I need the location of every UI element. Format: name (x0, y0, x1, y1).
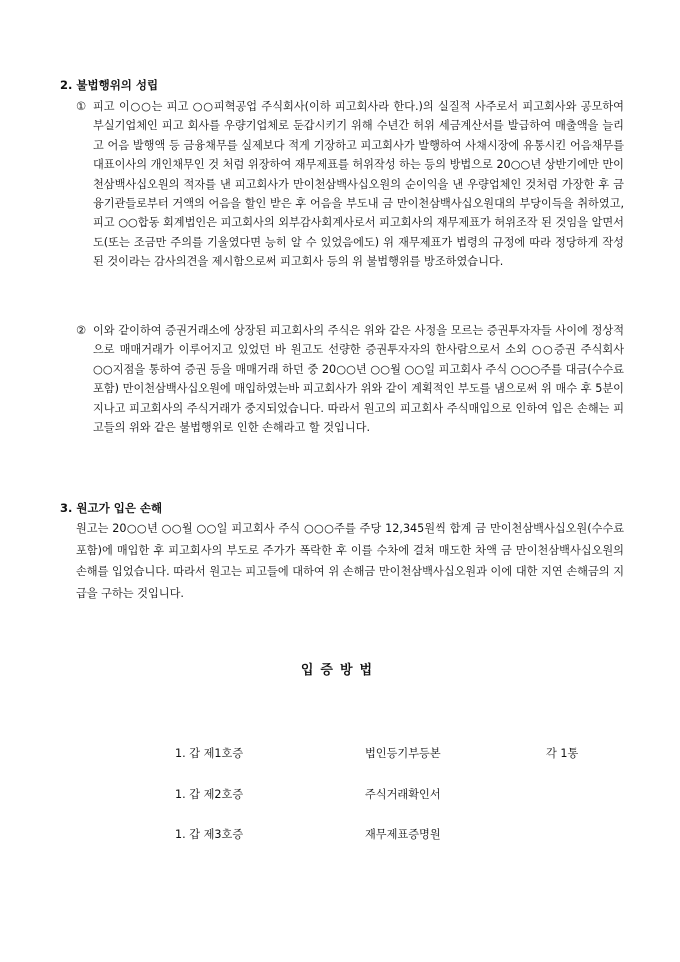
list-item-2 (76, 321, 624, 437)
evidence-row (0, 745, 680, 765)
evidence-document: 재무제표증명원 (365, 828, 441, 841)
evidence-number: 1. 갑 제2호증 (175, 788, 244, 801)
item-marker-2: ② (76, 324, 87, 337)
evidence-row (0, 826, 680, 846)
item-marker-1: ① (76, 100, 87, 113)
evidence-number: 1. 갑 제1호증 (175, 747, 244, 760)
evidence-document: 주식거래확인서 (365, 788, 441, 801)
list-item-1 (76, 97, 624, 272)
evidence-quantity: 각 1통 (546, 747, 579, 760)
item-text-2: 이와 같이하여 증권거래소에 상장된 피고회사의 주식은 위와 같은 사정을 모르는 증권투자자들 사이에 정상적으로 매매거래가 이루어지고 있었던 바 원고도 선량한 증권투자자의 한사람으로서 소외 ○○증권 주식회사 ○○지점을 통하여 증권 등을 매매거래 하던 중 20○○년 ○○월 ○○일 피고회사 주식 ○○○주를 대금(수수료 포함) 만이천삼백사십오원에 매입하였는바 피고회사가 위와 같이 계획적인 부도를 냄으로써 위 매수 후 5분이 지나고 피고회사의 주식거래가 중지되었습니다. 따라서 원고의 피고회사 주식매입으로 인하여 입은 손해는 피고들의 위와 같은 불법행위로 인한 손해라고 할 것입니다. (93, 324, 624, 435)
evidence-heading: 입증방법 (300, 663, 380, 678)
section-2-title: 2. 불법행위의 성립 (60, 78, 159, 92)
evidence-document: 법인등기부등본 (365, 747, 441, 760)
item-text-1: 피고 이○○는 피고 ○○피혁공업 주식회사(이하 피고회사라 한다.)의 실질적 사주로서 피고회사와 공모하여 부실기업체인 피고 회사를 우량기업체로 둔갑시키기 위해 수년간 허위 세금계산서를 발급하여 매출액을 늘리고 어음 발행액 등 금융채무를 실제보다 적게 기장하고 피고회사가 발행하여 사채시장에 유통시킨 어음채무를 대표이사의 개인채무인 것 처럼 위장하여 재무제표를 허위작성 하는 등의 방법으로 20○○년 상반기에만 만이천삼백사십오원의 적자를 낸 피고회사가 만이천삼백사십오원의 순이익을 낸 우량업체인 것처럼 가장한 후 금융기관들로부터 거액의 어음을 할인 받은 후 어음을 부도내 금 만이천삼백사십오원대의 부당이득을 취하였고, 피고 ○○합동 회계법인은 피고회사의 외부감사회계사로서 피고회사의 재무제표가 허위조작 된 것임을 알면서도(또는 조금만 주의를 기울였다면 능히 알 수 있었음에도) 위 재무제표가 법령의 규정에 따라 정당하게 작성된 것이라는 감사의견을 제시함으로써 피고회사 등의 위 불법행위를 방조하였습니다. (93, 100, 624, 269)
section-3-title: 3. 원고가 입은 손해 (60, 501, 163, 515)
evidence-number: 1. 갑 제3호증 (175, 828, 244, 841)
section-3-paragraph: 원고는 20○○년 ○○월 ○○일 피고회사 주식 ○○○주를 주당 12,345원씩 합계 금 만이천삼백사십오원(수수료포함)에 매입한 후 피고회사의 부도로 주가가 폭락한 후 이를 수차에 걸쳐 매도한 차액 금 만이천삼백사십오원의 손해를 입었습니다. 따라서 원고는 피고들에 대하여 위 손해금 만이천삼백사십오원과 이에 대한 지연 손해금의 지급을 구하는 것입니다. (76, 522, 624, 600)
evidence-row (0, 786, 680, 806)
